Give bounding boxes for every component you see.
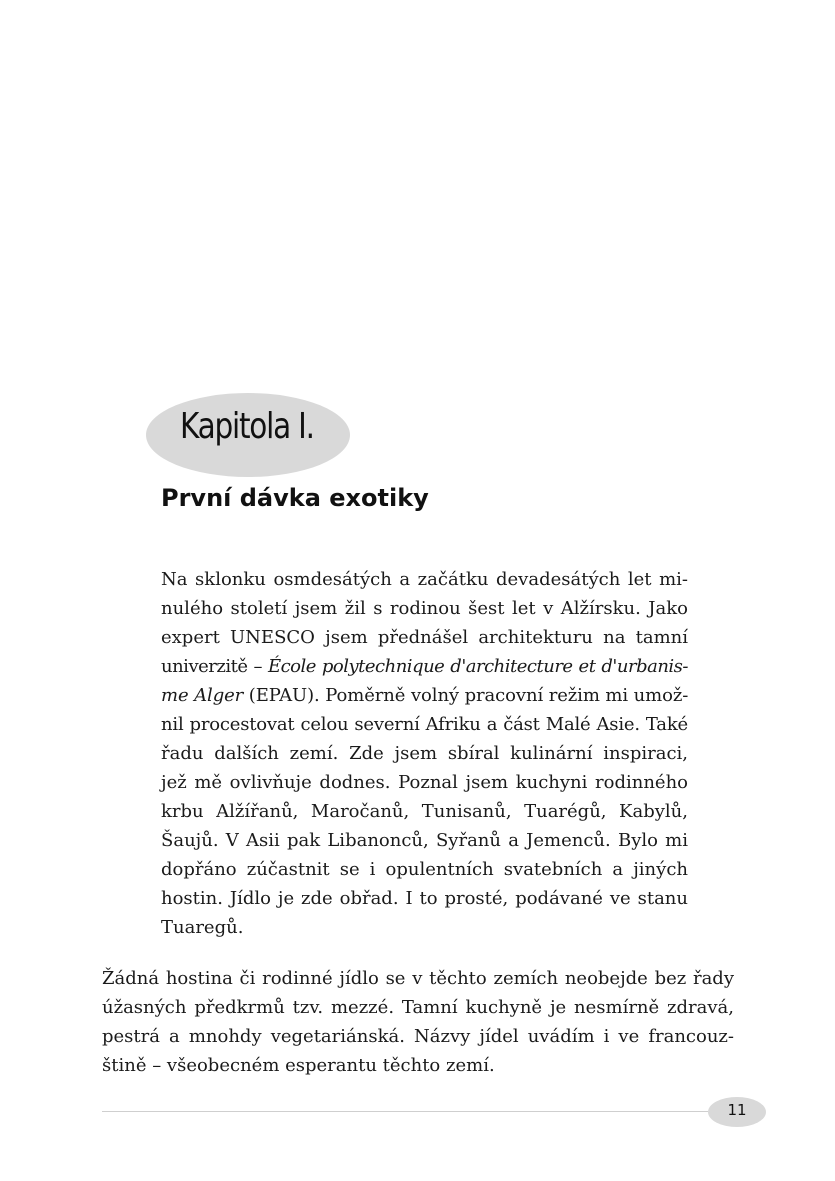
main-line: Žádná hostina či rodinné jídlo se v těchto zemích neobejde bez řady xyxy=(102,968,734,989)
intro-line: hostin. Jídlo je zde obřad. I to prosté, podávané ve stanu xyxy=(161,888,688,909)
intro-line: Na sklonku osmdesátých a začátku devadesátých let mi- xyxy=(161,569,688,590)
main-line: úžasných předkrmů tzv. mezzé. Tamní kuchyně je nesmírně zdravá, xyxy=(102,997,734,1018)
intro-line: expert UNESCO jsem přednášel architekturu na tamní xyxy=(161,627,688,648)
page-number: 11 xyxy=(727,1101,747,1119)
chapter-label: Kapitola I. xyxy=(180,406,314,447)
main-line: pestrá a mnohdy vegetariánská. Názvy jídel uvádím i ve francouz- xyxy=(102,1026,734,1047)
intro-line: jež mě ovlivňuje dodnes. Poznal jsem kuchyni rodinného xyxy=(161,772,688,793)
intro-line: nulého století jsem žil s rodinou šest let v Alžírsku. Jako xyxy=(161,598,688,619)
intro-line: Šaujů. V Asii pak Libanonců, Syřanů a Jemenců. Bylo mi xyxy=(161,830,688,851)
chapter-title: První dávka exotiky xyxy=(161,484,429,512)
main-line: štině – všeobecném esperantu těchto zemí. xyxy=(102,1055,495,1076)
footer-rule xyxy=(102,1111,708,1112)
intro-line: Tuaregů. xyxy=(161,917,244,938)
intro-line: řadu dalších zemí. Zde jsem sbíral kulinární inspiraci, xyxy=(161,743,688,764)
main-paragraph xyxy=(102,964,734,1080)
intro-line: krbu Alžířanů, Maročanů, Tunisanů, Tuarégů, Kabylů, xyxy=(161,801,688,822)
school-name-italic: École polytechnique d'architecture et d'urbanis- xyxy=(267,656,688,677)
intro-line: dopřáno zúčastnit se i opulentních svatebních a jiných xyxy=(161,859,688,880)
intro-paragraph xyxy=(161,565,688,942)
intro-line: me Alger (EPAU). Poměrně volný pracovní režim mi umož- xyxy=(161,685,689,706)
intro-line: univerzitě – École polytechnique d'architecture et d'urbanis- xyxy=(161,656,688,677)
school-name-italic: me Alger xyxy=(161,685,244,706)
intro-line: nil procestovat celou severní Afriku a část Malé Asie. Také xyxy=(161,714,688,735)
